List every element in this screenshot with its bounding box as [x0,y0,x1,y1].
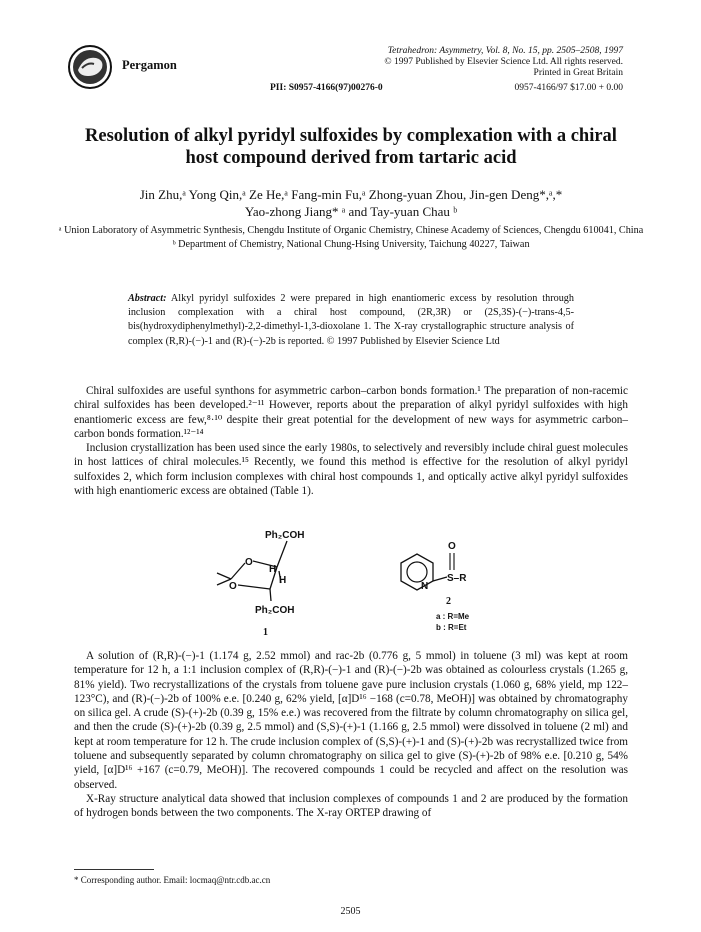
body-section-experimental [74,649,628,821]
abstract-text: Alkyl pyridyl sulfoxides 2 were prepared in high enantiomeric excess by resolution through inclusion complexation with a chiral host compound, (2R,3R) or (2S,3S)-(−)-trans-4,5-bis(hydroxydiphenylmethyl)-2,2-dimethyl-1,3-dioxolane 1. The X-ray crystallographic structure analysis of complex (R,R)-(−)-1 and (R)-(−)-2b is reported. © 1997 Published by Elsevier Science Ltd [128,293,574,347]
ring-bond [231,563,245,579]
hydrogen-lower-label: H [279,575,287,586]
copyright-line: © 1997 Published by Elsevier Science Ltd. All rights reserved. [384,57,623,67]
abstract [128,292,574,349]
paragraph-3: A solution of (R,R)-(−)-1 (1.174 g, 2.52 mmol) and rac-2b (0.776 g, 5 mmol) in toluene (3 ml) was kept at room temperature for 12 h, a 1:1 inclusion complex of (R,R)-(−)-1 and (R)-(−)-2b was obtained as colourless crystals (1.265 g, 81% yield). Two recrystallizations of the crystals from toluene gave pure inclusion crystals (1.060 g, 68% yield, mp 122–123°C), and (R)-(−)-2b of 100% e.e. [0.240 g, 62% yield, [α]D¹⁶ −168 (c=0.78, MeOH)] was obtained by chromatography on silica gel. A crude (S)-(+)-2b (0.39 g, 15% e.e.) was recovered from the filtrate by column chromatography on silica gel, and then the crude (S)-(+)-2b (0.39 g, 2.5 mmol) and (S,S)-(+)-1 (1.166 g, 2.5 mmol) were dissolved in toluene (2 ml) and kept at room temperature for 12 h. The crude inclusion complex of (S,S)-(+)-1 and (S)-(+)-2b was recrystallized twice from toluene and subsequently separated by column chromatography on silica gel to give (S)-(+)-2b of 98% e.e. [0.210 g, 54% yield, [α]D¹⁶ +167 (c=0.79, MeOH)]. The recovered compounds 1 could be recycled and affect on the resolution was observed. [74,650,628,791]
ph2coh-bottom-label: Ph₂COH [255,605,295,616]
affiliations [58,224,644,251]
hydrogen-upper-label: H [269,564,277,575]
footnote-divider [74,869,154,870]
ring-bond [238,585,270,589]
journal-citation: Tetrahedron: Asymmetry, Vol. 8, No. 15, pp. 2505–2508, 1997 [387,46,623,56]
sulfoxide-s-label: S–R [447,573,467,584]
authors-line-2: Yao-zhong Jiang* ᵃ and Tay-yuan Chau ᵇ [244,204,458,219]
ph2coh-top-label: Ph₂COH [265,530,305,541]
c-s-bond [433,577,447,581]
methyl-bond-upper [217,573,231,579]
printed-line: Printed in Great Britain [533,68,623,78]
affiliation-b: ᵇ Department of Chemistry, National Chung-Hsing University, Taichung 40227, Taiwan [172,238,530,250]
publisher-name: Pergamon [122,58,177,72]
pii-code: PII: S0957-4166(97)00276-0 [270,83,383,93]
sulfoxide-o-label: O [448,541,456,552]
bond-line [270,589,271,601]
author-list [60,186,642,220]
oxygen-lower-label: O [229,581,237,592]
chemical-structures-figure [215,527,505,647]
abstract-label: Abstract: [128,293,167,304]
issn-price: 0957-4166/97 $17.00 + 0.00 [514,83,623,93]
body-section-intro [74,384,628,498]
journal-info [384,46,623,79]
article-title [60,125,642,169]
oxygen-upper-label: O [245,557,253,568]
affiliation-a: ᵃ Union Laboratory of Asymmetric Synthesis, Chengdu Institute of Organic Chemistry, Chinese Academy of Sciences, Chengdu 610041, China [58,225,644,236]
compound-1-label: 1 [263,627,268,638]
paragraph-2: Inclusion crystallization has been used since the early 1980s, to selectively and reversibly include chiral guest molecules in host lattices of chiral molecules.¹⁵ Recently, we found this method is effective for the resolution of alkyl pyridyl sulfoxides 2, which form inclusion complexes with chiral host compounds 1, and optically active alkyl pyridyl sulfoxides with high enantiomeric excess are obtained (Table 1). [74,442,628,498]
title-line-2: host compound derived from tartaric acid [185,148,517,168]
variant-a-label: a : R=Me [436,612,470,621]
paragraph-1: Chiral sulfoxides are useful synthons for asymmetric carbon–carbon bonds formation.¹ The preparation of non-racemic chiral sulfoxides has been developed.²⁻¹¹ However, reports about the preparation of alkyl pyridyl sulfoxides with high enantiomeric excess are few,⁸·¹⁰ despite their great potential for the development of new ways for asymmetric carbon–carbon bonds formation.¹²⁻¹⁴ [74,385,628,440]
paragraph-4: X-Ray structure analytical data showed that inclusion complexes of compounds 1 and 2 are produced by the formation of hydrogen bonds between the two components. The X-ray ORTEP drawing of [74,792,628,820]
footnote: * Corresponding author. Email: locmaq@ntr.cdb.ac.cn [74,875,271,885]
aromatic-circle [407,562,427,582]
publisher-logo [62,44,120,90]
variant-b-label: b : R=Et [436,623,467,632]
title-line-1: Resolution of alkyl pyridyl sulfoxides by complexation with a chiral [85,126,617,146]
bond-line [277,541,287,567]
pyridine-n-label: N [421,581,429,592]
page-number: 2505 [340,906,361,917]
compound-2-label: 2 [446,596,451,607]
authors-line-1: Jin Zhu,ᵃ Yong Qin,ᵃ Ze He,ᵃ Fang-min Fu,ᵃ Zhong-yuan Zhou, Jin-gen Deng*,ᵃ,* [139,187,563,202]
